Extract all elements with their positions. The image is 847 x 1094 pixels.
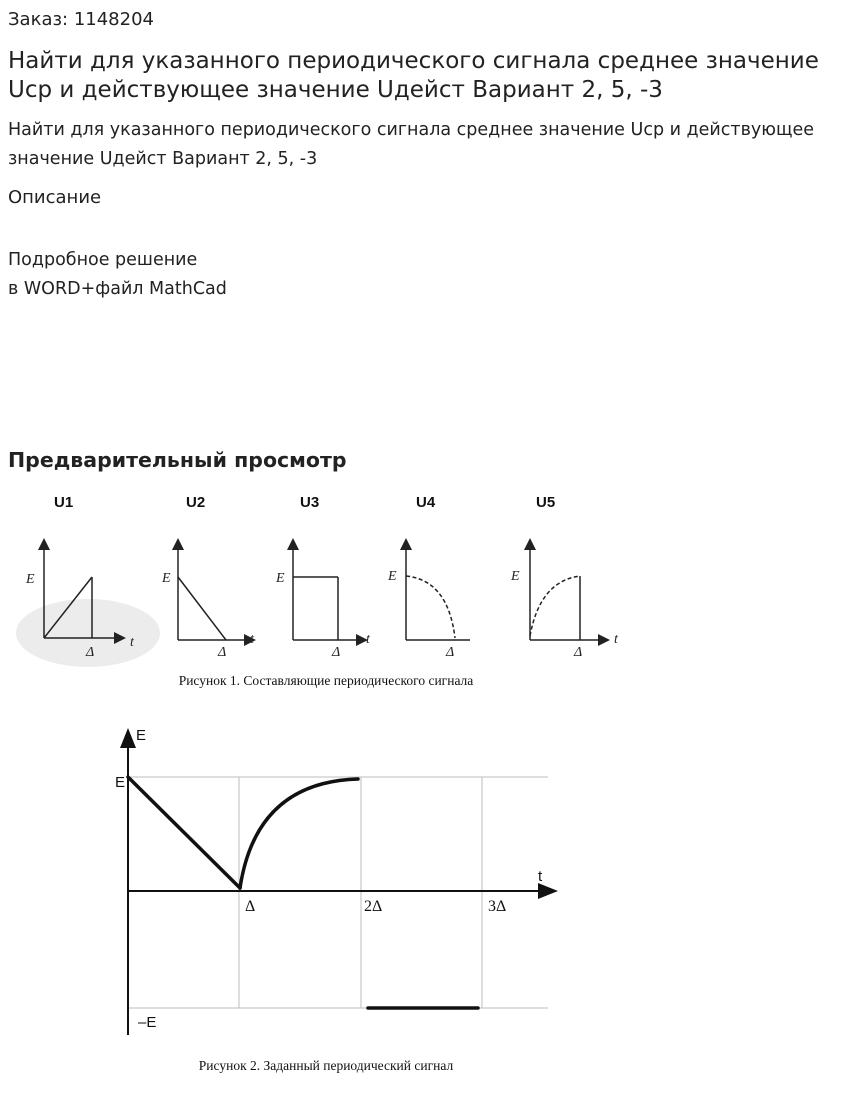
neg-e-tick-label: –E: [138, 1014, 157, 1031]
sketch-u4: [406, 544, 470, 640]
sketch-u2: [178, 544, 250, 640]
figure-2: [0, 720, 847, 1050]
signal-curve: [128, 777, 478, 1008]
u1-e-label: E: [26, 572, 35, 587]
u2-t-label: t: [250, 632, 254, 647]
label-u4: U4: [416, 494, 436, 511]
e-tick-label: E: [115, 774, 126, 791]
u1-t-label: t: [130, 635, 134, 650]
solution-line-2: в WORD+файл MathCad: [8, 279, 227, 299]
preview-heading: Предварительный просмотр: [8, 448, 347, 472]
task-description: Найти для указанного периодического сигнала среднее значение Uср и действующее значение Uдейст Вариант 2, 5, -3: [8, 120, 815, 169]
u3-delta-label: Δ: [332, 645, 341, 660]
u5-t-label: t: [614, 632, 618, 647]
u4-delta-label: Δ: [446, 645, 455, 660]
u5-delta-label: Δ: [574, 645, 583, 660]
u2-e-label: E: [162, 571, 171, 586]
figure-1: [0, 488, 847, 698]
u4-e-label: E: [388, 569, 397, 584]
u5-e-label: E: [511, 569, 520, 584]
u1-delta-label: Δ: [86, 645, 95, 660]
t-axis-label: t: [538, 868, 543, 885]
label-u3: U3: [300, 494, 320, 511]
label-u1: U1: [54, 494, 74, 511]
sketch-u5: [530, 544, 604, 640]
u2-delta-label: Δ: [218, 645, 227, 660]
x-tick-2delta: 2Δ: [364, 898, 383, 915]
solution-line-1: Подробное решение: [8, 250, 198, 270]
component-sketches: [0, 488, 847, 698]
figure-2-grid: [128, 777, 548, 1008]
x-tick-delta: Δ: [245, 898, 256, 915]
sketch-u3: [293, 544, 362, 640]
y-axis-label: E: [136, 727, 147, 744]
order-number: Заказ: 1148204: [8, 9, 154, 30]
u3-e-label: E: [276, 571, 285, 586]
label-u5: U5: [536, 494, 556, 511]
u3-t-label: t: [366, 632, 370, 647]
page-title: Найти для указанного периодического сигнала среднее значение Uср и действующее значение Uдейст Вариант 2, 5, -3: [8, 48, 819, 103]
description-heading: Описание: [8, 187, 102, 208]
x-tick-3delta: 3Δ: [488, 898, 507, 915]
figure-1-caption: Рисунок 1. Составляющие периодического сигнала: [178, 673, 474, 688]
label-u2: U2: [186, 494, 206, 511]
figure-2-caption: Рисунок 2. Заданный периодический сигнал: [198, 1058, 454, 1073]
